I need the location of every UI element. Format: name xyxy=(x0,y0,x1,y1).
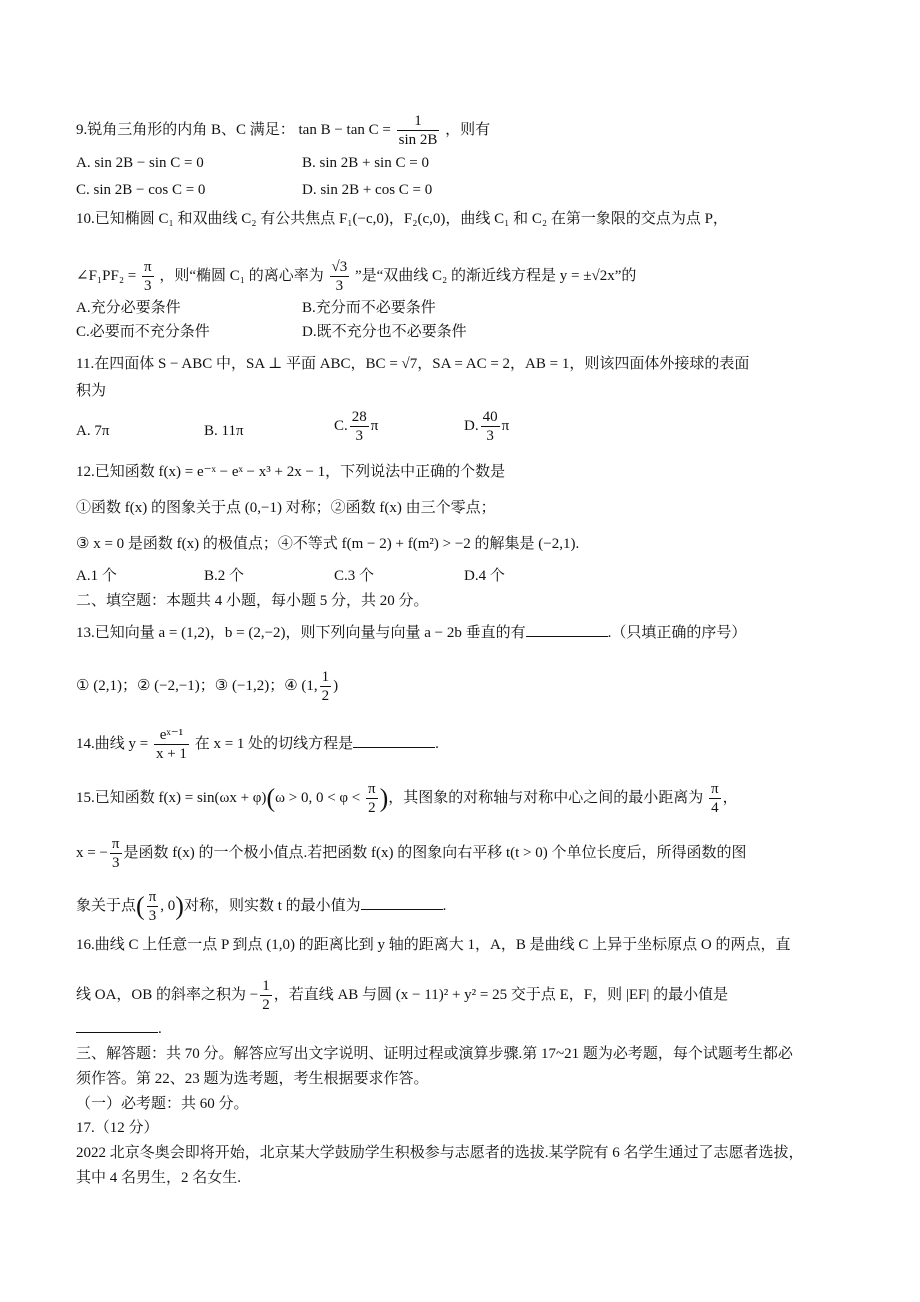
q11-line1: 11.在四面体 S − ABC 中，SA ⊥ 平面 ABC，BC = √7，SA = AC = 2，AB = 1，则该四面体外接球的表面 xyxy=(76,356,750,372)
q9-option-c: C. sin 2B − cos C = 0 xyxy=(76,182,206,198)
q10-eccentricity-fraction: $\frac{√3}{3}$ xyxy=(331,259,348,294)
q13-line1: 13.已知向量 a = (1,2)，b = (2,−2)，则下列向量与向量 a − 2b 垂直的有 .（只填正确的序号） xyxy=(76,622,746,643)
q10-angle-fraction: $\frac{\pi}{3}$ xyxy=(144,259,152,294)
q10-option-a: A.充分必要条件 xyxy=(76,300,181,316)
q9-stem: 9.锐角三角形的内角 B、C 满足： tan B − tan C = $\frac{1}{\sin 2B}$ ，则有 xyxy=(76,113,491,148)
q9-expr: tan B − tan C = xyxy=(298,121,391,138)
q10-option-d: D.既不充分也不必要条件 xyxy=(302,324,467,340)
q16-answer-blank[interactable] xyxy=(76,1018,158,1033)
q11-option-a: A. 7π xyxy=(76,423,110,439)
q9-option-d: D. sin 2B + cos C = 0 xyxy=(302,182,433,198)
q14-answer-blank[interactable] xyxy=(353,733,435,748)
q15-line1: 15.已知函数 f(x) = sin(ωx + φ)(ω > 0, 0 < φ < $\frac{\pi}{2}$ )，其图象的对称轴与对称中心之间的最小距离为 $\frac{\pi}{4}$ ， xyxy=(76,781,738,816)
q11-option-c: C. $\frac{28}{3}$ π xyxy=(334,409,379,444)
q11-option-d: D. $\frac{40}{3}$ π xyxy=(464,409,510,444)
q12-line2: ①函数 f(x) 的图象关于点 (0,−1) 对称；②函数 f(x) 由三个零点； xyxy=(76,500,496,516)
q17-line2: 其中 4 名男生，2 名女生. xyxy=(76,1170,242,1186)
q9-option-b: B. sin 2B + sin C = 0 xyxy=(302,155,429,171)
q16-line1: 16.曲线 C 上任意一点 P 到点 (1,0) 的距离比到 y 轴的距离大 1，A，B 是曲线 C 上异于坐标原点 O 的两点，直 xyxy=(76,937,791,953)
q9-option-a: A. sin 2B − sin C = 0 xyxy=(76,155,204,171)
section2-heading: 二、填空题：本题共 4 小题，每小题 5 分，共 20 分。 xyxy=(76,593,429,609)
q15-line3: 象关于点( $\frac{\pi}{3}$ , 0)对称，则实数 t 的最小值为 . xyxy=(76,889,447,924)
q12-option-c: C.3 个 xyxy=(334,568,375,584)
q12-option-b: B.2 个 xyxy=(204,568,245,584)
q17-head: 17.（12 分） xyxy=(76,1120,159,1136)
q16-line2: 线 OA，OB 的斜率之积为 − $\frac{1}{2}$ ，若直线 AB 与圆 (x − 11)² + y² = 25 交于点 E，F，则 |EF| 的最小值是 xyxy=(76,978,729,1013)
q13-line2: ① (2,1)；② (−2,−1)；③ (−1,2)；④ (1, $\frac{1}{2}$ ) xyxy=(76,669,339,704)
q12-option-a: A.1 个 xyxy=(76,568,117,584)
q12-line1: 12.已知函数 f(x) = e⁻ˣ − eˣ − x³ + 2x − 1，下列说法中正确的个数是 xyxy=(76,464,506,480)
q17-line1: 2022 北京冬奥会即将开始，北京某大学鼓励学生积极参与志愿者的选拔.某学院有 6 名学生通过了志愿者选拔， xyxy=(76,1145,804,1161)
q15-line2: x = − $\frac{\pi}{3}$ 是函数 f(x) 的一个极小值点.若把函数 f(x) 的图象向右平移 t(t > 0) 个单位长度后，所得函数的图 xyxy=(76,836,747,871)
q9-fraction: $\frac{1}{\sin 2B}$ xyxy=(398,113,438,148)
q10-line1: 10.已知椭圆 C₁ 和双曲线 C₂ 有公共焦点 F₁(−c,0)，F₂(c,0)，曲线 C₁ 和 C₂ 在第一象限的交点为点 P， xyxy=(76,211,728,227)
q14-fraction: $\frac{\text{eˣ⁻¹}}{x + 1}$ xyxy=(155,727,187,762)
q10-option-c: C.必要而不充分条件 xyxy=(76,324,210,340)
q12-option-d: D.4 个 xyxy=(464,568,505,584)
q14-line: 14.曲线 y = $\frac{\text{eˣ⁻¹}}{x + 1}$ 在 x = 1 处的切线方程是 . xyxy=(76,727,439,762)
section3-line3: （一）必考题：共 60 分。 xyxy=(76,1096,249,1112)
q13-answer-blank[interactable] xyxy=(526,622,608,637)
q11-option-b: B. 11π xyxy=(204,423,244,439)
q10-line2: ∠F₁PF₂ = $\frac{\pi}{3}$ ，则“椭圆 C₁ 的离心率为 $\frac{√3}{3}$ ”是“双曲线 C₂ 的渐近线方程是 y = ±√2x”的 xyxy=(76,259,637,294)
section3-line1: 三、解答题：共 70 分。解答应写出文字说明、证明过程或演算步骤.第 17~21 题为必考题，每个试题考生都必 xyxy=(76,1046,793,1062)
q11-line2: 积为 xyxy=(76,383,107,399)
q16-line3: . xyxy=(76,1018,162,1039)
q15-answer-blank[interactable] xyxy=(361,895,443,910)
q10-option-b: B.充分而不必要条件 xyxy=(302,300,436,316)
section3-line2: 须作答。第 22、23 题为选考题，考生根据要求作答。 xyxy=(76,1071,429,1087)
q12-line3: ③ x = 0 是函数 f(x) 的极值点；④不等式 f(m − 2) + f(m²) > −2 的解集是 (−2,1). xyxy=(76,536,580,552)
